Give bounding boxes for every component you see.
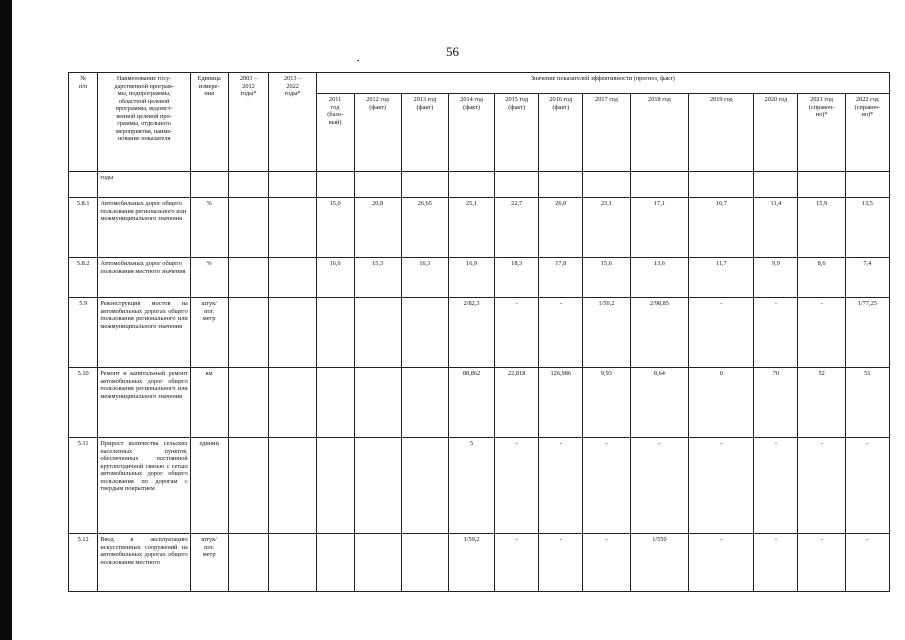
cell-value: - [845, 438, 889, 534]
cell-value [354, 438, 401, 534]
header-year: 2014 год (факт) [448, 94, 494, 172]
cell-value: - [798, 534, 845, 592]
cell-value: 9,9 [754, 258, 798, 298]
cell-value: - [495, 534, 539, 592]
header-group: Значение показателей эффективности (прогноз, факт) [316, 73, 889, 94]
cell-value: 15,9 [798, 198, 845, 258]
cell-value [354, 368, 401, 438]
header-year: 2019 год [689, 94, 754, 172]
table-row [69, 368, 890, 438]
cell-name: годы [98, 172, 190, 198]
page-number: 56 [446, 44, 459, 59]
scan-speck [357, 60, 359, 61]
cell-value: 1/59,2 [448, 534, 494, 592]
header-year: 2016 год (факт) [539, 94, 583, 172]
cell-value: 15,3 [354, 258, 401, 298]
cell-value: 16,9 [448, 258, 494, 298]
table-row [69, 258, 890, 298]
cell-value [316, 438, 354, 534]
cell-value: - [630, 438, 689, 534]
cell-value: 2/82,3 [448, 298, 494, 368]
cell-value: 26,65 [401, 198, 448, 258]
cell-value: 126,986 [539, 368, 583, 438]
cell-value: - [583, 534, 630, 592]
header-year: 2015 год (факт) [495, 94, 539, 172]
cell-period-2003 [228, 368, 269, 438]
cell-no: 5.8.2 [69, 258, 98, 298]
cell-value: 1/50,2 [583, 298, 630, 368]
cell-name: Ремонт и капитальный ремонт автомобильных дорог общего пользования регионального или межмуниципального значения [98, 368, 190, 438]
cell-value: 11,4 [754, 198, 798, 258]
cell-value: - [583, 438, 630, 534]
header-year: 2017 год [583, 94, 630, 172]
header-name: Наименование госу- дарственной програм- мы, подпрограммы, областной целевой программы, ведомст- венной целевой про- граммы, отдельного мероприятия, наиме- нование показателя [98, 73, 190, 172]
cell-value: 13,6 [630, 258, 689, 298]
cell-value: 23,1 [583, 198, 630, 258]
cell-value: - [495, 298, 539, 368]
cell-value: - [495, 438, 539, 534]
cell-value: 0 [689, 368, 754, 438]
cell-unit: % [190, 258, 228, 298]
cell-unit [190, 172, 228, 198]
cell-value [316, 298, 354, 368]
cell-value: - [539, 438, 583, 534]
cell-value: 8,6 [798, 258, 845, 298]
cell-name: Автомобильных дорог общего пользования регионального или межмуниципального значения [98, 198, 190, 258]
scan-edge-bar [0, 0, 12, 640]
header-year: 2021 год (справоч- но)* [798, 94, 845, 172]
cell-value [401, 298, 448, 368]
cell-value: 9,93 [583, 368, 630, 438]
cell-value: 13,5 [845, 198, 889, 258]
cell-value: - [689, 298, 754, 368]
cell-name: Реконструкция мостов на автомобильных дорогах общего пользования регионального или межмуниципального значения [98, 298, 190, 368]
cell-value [401, 534, 448, 592]
cell-value: - [798, 298, 845, 368]
cell-name: Прирост количества сельских населенных пунктов, обеспеченных постоянной круглогодичной связью с сетью автомобильных дорог общего пользования по дорогам с твердым покрытием [98, 438, 190, 534]
cell-no [69, 172, 98, 198]
header-unit: Единица измере- ния [190, 73, 228, 172]
cell-value: 17,1 [630, 198, 689, 258]
table-row [69, 298, 890, 368]
cell-value [316, 368, 354, 438]
cell-value: 16,6 [316, 258, 354, 298]
header-year: 2018 год [630, 94, 689, 172]
cell-unit: км [190, 368, 228, 438]
cell-value: 10,7 [689, 198, 754, 258]
cell-value: 15,6 [583, 258, 630, 298]
cell-name: Автомобильных дорог общего пользования местного значения [98, 258, 190, 298]
table-row [69, 534, 890, 592]
cell-value: 52 [798, 368, 845, 438]
cell-period-2003 [228, 198, 269, 258]
cell-no: 5.10 [69, 368, 98, 438]
cell-no: 5.8.1 [69, 198, 98, 258]
header-year: 2012 год (факт) [354, 94, 401, 172]
cell-value: 7,4 [845, 258, 889, 298]
cell-value: 2/98,85 [630, 298, 689, 368]
cell-no: 5.12 [69, 534, 98, 592]
cell-unit: штук/ пог. метр [190, 298, 228, 368]
cell-value: - [539, 534, 583, 592]
cell-period-2013 [269, 368, 316, 438]
header-no: № п/п [69, 73, 98, 172]
cell-value: 5 [448, 438, 494, 534]
table-row-fragment [69, 172, 890, 198]
cell-value [401, 368, 448, 438]
cell-value: 22,818 [495, 368, 539, 438]
cell-name: Ввод в эксплуатацию искусственных сооружений на автомобильных дорогах общего пользования местного [98, 534, 190, 592]
cell-value: 1/550 [630, 534, 689, 592]
cell-value: 20,8 [354, 198, 401, 258]
cell-period-2013 [269, 534, 316, 592]
cell-value [354, 534, 401, 592]
header-year: 2011 год (базо- вый) [316, 94, 354, 172]
table-row [69, 438, 890, 534]
cell-value: - [689, 438, 754, 534]
header-period-2003: 2003 – 2012 годы* [228, 73, 269, 172]
header-year: 2020 год [754, 94, 798, 172]
cell-period-2013 [269, 198, 316, 258]
cell-value: 15,0 [316, 198, 354, 258]
cell-no: 5.11 [69, 438, 98, 534]
indicators-table [68, 72, 890, 592]
table-row [69, 198, 890, 258]
cell-value: - [798, 438, 845, 534]
cell-value: 17,8 [539, 258, 583, 298]
cell-value: 22,7 [495, 198, 539, 258]
cell-value: 8,64 [630, 368, 689, 438]
cell-value: 25,1 [448, 198, 494, 258]
cell-value: 11,7 [689, 258, 754, 298]
cell-period-2003 [228, 438, 269, 534]
cell-value: - [689, 534, 754, 592]
cell-value: 88,862 [448, 368, 494, 438]
cell-unit: штук/ пог. метр [190, 534, 228, 592]
cell-value: - [754, 438, 798, 534]
cell-period-2013 [269, 438, 316, 534]
cell-value [401, 438, 448, 534]
cell-value: 70 [754, 368, 798, 438]
cell-value: 51 [845, 368, 889, 438]
cell-value: 1/77,25 [845, 298, 889, 368]
cell-value: - [845, 534, 889, 592]
header-year: 2013 год (факт) [401, 94, 448, 172]
cell-period-2003 [228, 298, 269, 368]
cell-value: 18,3 [495, 258, 539, 298]
cell-unit: единиц [190, 438, 228, 534]
header-row-1 [69, 73, 890, 94]
cell-period-2013 [269, 258, 316, 298]
cell-period-2003 [228, 534, 269, 592]
header-year: 2022 год (справоч- но)* [845, 94, 889, 172]
cell-period-2003 [228, 258, 269, 298]
header-period-2013: 2013 – 2022 годы* [269, 73, 316, 172]
cell-no: 5.9 [69, 298, 98, 368]
cell-value: 16,3 [401, 258, 448, 298]
cell-value: - [754, 298, 798, 368]
cell-unit: % [190, 198, 228, 258]
cell-value: - [754, 534, 798, 592]
cell-value: 26,0 [539, 198, 583, 258]
cell-value [354, 298, 401, 368]
cell-value: - [539, 298, 583, 368]
cell-value [316, 534, 354, 592]
cell-period-2013 [269, 298, 316, 368]
